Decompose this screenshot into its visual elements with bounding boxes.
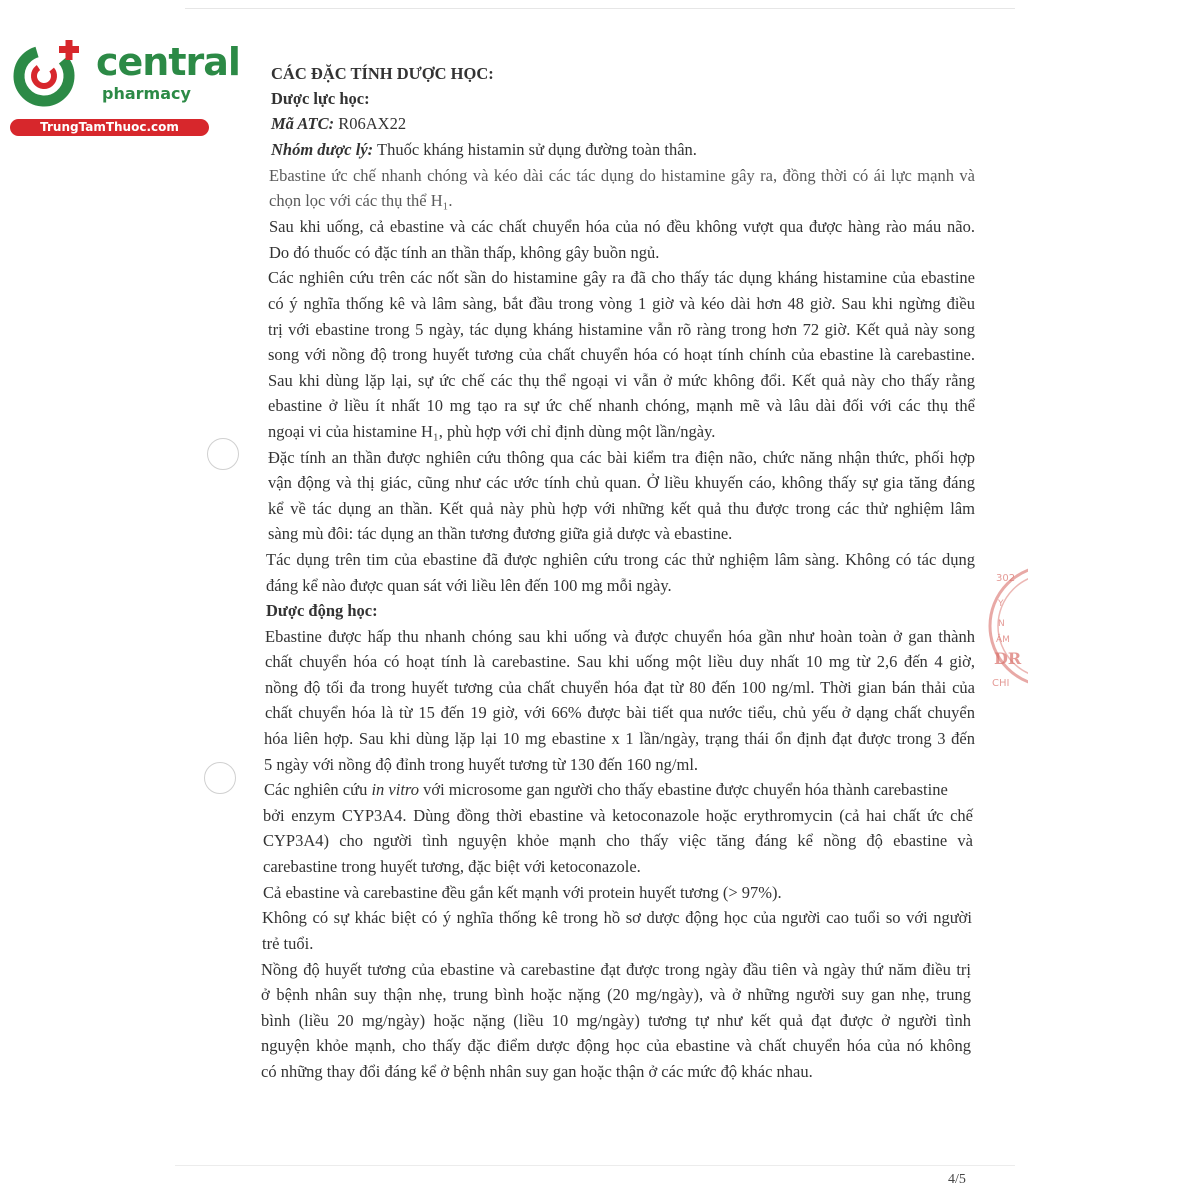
group-line xyxy=(271,140,697,160)
text-line: Các nghiên cứu trên các nốt sần do histamine gây ra đã cho thấy tác dụng kháng histamine của ebastine xyxy=(268,268,975,287)
logo-subtitle: pharmacy xyxy=(102,84,191,103)
text-line: Tác dụng trên tim của ebastine đã được nghiên cứu trong các thử nghiệm lâm sàng. Không có tác dụng xyxy=(266,550,975,569)
logo-url[interactable]: TrungTamThuoc.com xyxy=(10,119,209,136)
text-line: nồng độ tối đa trong huyết tương của chất chuyển hóa đạt từ 80 đến 100 ng/ml. Thời gian bán thải của xyxy=(265,678,975,697)
text-line: chọn lọc với các thụ thể H₁. xyxy=(269,191,453,210)
atc-value: R06AX22 xyxy=(338,114,407,133)
text-line: carebastine trong huyết tương, đặc biệt với ketoconazole. xyxy=(263,857,641,876)
pharmacokinetics-heading: Dược động học: xyxy=(266,601,378,620)
text-line: ebastine ở liều ít nhất 10 mg tạo ra sự ức chế nhanh chóng, mạnh mẽ và lâu dài đối với các thụ thể xyxy=(268,396,975,415)
text-line: chất chuyển hóa có hoạt tính là carebastine. Sau khi uống một liều duy nhất 10 mg từ 2,6 đến 4 giờ, xyxy=(265,652,975,671)
text-line: Sau khi dùng lặp lại, sự ức chế các thụ thể ngoại vi vẫn ở mức không đổi. Kết quả này cho thấy rằng xyxy=(268,371,975,390)
text-line: đáng kể nào được quan sát với liều lên đến 100 mg mỗi ngày. xyxy=(266,576,672,595)
text-line: nguyện khỏe mạnh, cho thấy đặc điểm dược động học của ebastine và chất chuyển hóa của nó không xyxy=(261,1036,971,1055)
text-line: bình (liều 20 mg/ngày) hoặc nặng (liều 10 mg/ngày) tương tự như kết quả đạt được ở người tình xyxy=(261,1011,971,1030)
text-line: có ý nghĩa thống kê và lâm sàng, bắt đầu trong vòng 1 giờ và kéo dài hơn 48 giờ. Sau khi ngừng điều xyxy=(268,294,975,313)
text-span: với microsome gan người cho thấy ebastine được chuyển hóa thành carebastine xyxy=(418,780,948,799)
group-value: Thuốc kháng histamin sử dụng đường toàn thân. xyxy=(376,140,697,159)
svg-text:CHI: CHI xyxy=(992,678,1010,689)
text-line: song với nồng độ trong huyết tương của chất chuyển hóa có hoạt tính chính của ebastine là carebastine. xyxy=(268,345,975,364)
text-line: Do đó thuốc có đặc tính an thần thấp, không gây buồn ngủ. xyxy=(269,243,660,262)
text-line: 5 ngày với nồng độ đỉnh trong huyết tương từ 130 đến 160 ng/ml. xyxy=(264,755,699,774)
text-line: ở bệnh nhân suy thận nhẹ, trung bình hoặc nặng (20 mg/ngày), và ở những người suy gan nhẹ, trung xyxy=(261,985,971,1004)
pharmacodynamics-heading: Dược lực học: xyxy=(271,89,370,108)
logo-name: central xyxy=(96,40,240,84)
svg-text:302: 302 xyxy=(996,573,1016,584)
text-line: trị với ebastine trong 5 ngày, tác dụng kháng histamine vẫn rõ ràng trong hơn 72 giờ. Kết quả này song xyxy=(268,320,975,339)
svg-text:ÂM: ÂM xyxy=(996,635,1010,645)
text-line: Không có sự khác biệt có ý nghĩa thống kê trong hồ sơ dược động học của người cao tuổi so với người xyxy=(262,908,972,927)
text-line: Nồng độ huyết tương của ebastine và carebastine đạt được trong ngày đầu tiên và ngày thứ năm điều trị xyxy=(261,960,971,979)
text-span: Các nghiên cứu xyxy=(264,780,372,799)
text-line: Ebastine được hấp thu nhanh chóng sau khi uống và được chuyển hóa gần như hoàn toàn ở gan thành xyxy=(265,627,975,646)
text-line: Cả ebastine và carebastine đều gắn kết mạnh với protein huyết tương (> 97%). xyxy=(263,883,782,902)
section-title: CÁC ĐẶC TÍNH DƯỢC HỌC: xyxy=(271,64,494,83)
text-line: vận động và thị giác, cũng như các ước tính chủ quan. Ở liều khuyến cáo, không thấy sự gia tăng đáng xyxy=(268,473,975,492)
svg-text:Y: Y xyxy=(998,599,1004,609)
text-line: CYP3A4) cho người tình nguyện khỏe mạnh cho thấy việc tăng đáng kể nồng độ ebastine và xyxy=(263,831,973,850)
text-line: trẻ tuổi. xyxy=(262,934,314,953)
text-line: kể về tác dụng an thần. Kết quả này phù hợp với những kết quả thu được trong các thử nghiệm lâm xyxy=(268,499,975,518)
text-line: có những thay đổi đáng kể ở bệnh nhân suy gan hoặc thận ở các mức độ khác nhau. xyxy=(261,1062,813,1081)
text-line xyxy=(264,780,948,800)
text-line: bởi enzym CYP3A4. Dùng đồng thời ebastine và ketoconazole hoặc erythromycin (cả hai chất ức chế xyxy=(263,806,973,825)
text-line: sàng mù đôi: tác dụng an thần tương đương giữa giả dược và ebastine. xyxy=(268,524,733,543)
svg-text:N: N xyxy=(998,619,1005,629)
text-line: chất chuyển hóa là từ 15 đến 19 giờ, với 66% được bài tiết qua nước tiểu, chủ yếu ở dạng chất chuyển xyxy=(265,703,975,722)
svg-text:DR: DR xyxy=(994,649,1022,668)
atc-label: Mã ATC: xyxy=(271,114,335,133)
in-vitro-text: in vitro xyxy=(371,780,419,799)
text-line: Ebastine ức chế nhanh chóng và kéo dài các tác dụng do histamine gây ra, đồng thời có ái lực mạnh và xyxy=(269,166,975,185)
page-number: 4/5 xyxy=(948,1172,966,1187)
text-line: ngoại vi của histamine H₁, phù hợp với chỉ định dùng một lần/ngày. xyxy=(268,422,716,441)
text-line: Đặc tính an thần được nghiên cứu thông qua các bài kiểm tra điện não, chức năng nhận thức, phối hợp xyxy=(268,448,975,467)
text-line: hóa liên hợp. Sau khi dùng lặp lại 10 mg ebastine x 1 lần/ngày, trạng thái ổn định đạt được trong 3 đến xyxy=(264,729,975,748)
group-label: Nhóm dược lý: xyxy=(271,140,374,159)
text-line: Sau khi uống, cả ebastine và các chất chuyển hóa của nó đều không vượt qua được hàng rào máu não. xyxy=(269,217,975,236)
atc-line xyxy=(271,114,406,134)
